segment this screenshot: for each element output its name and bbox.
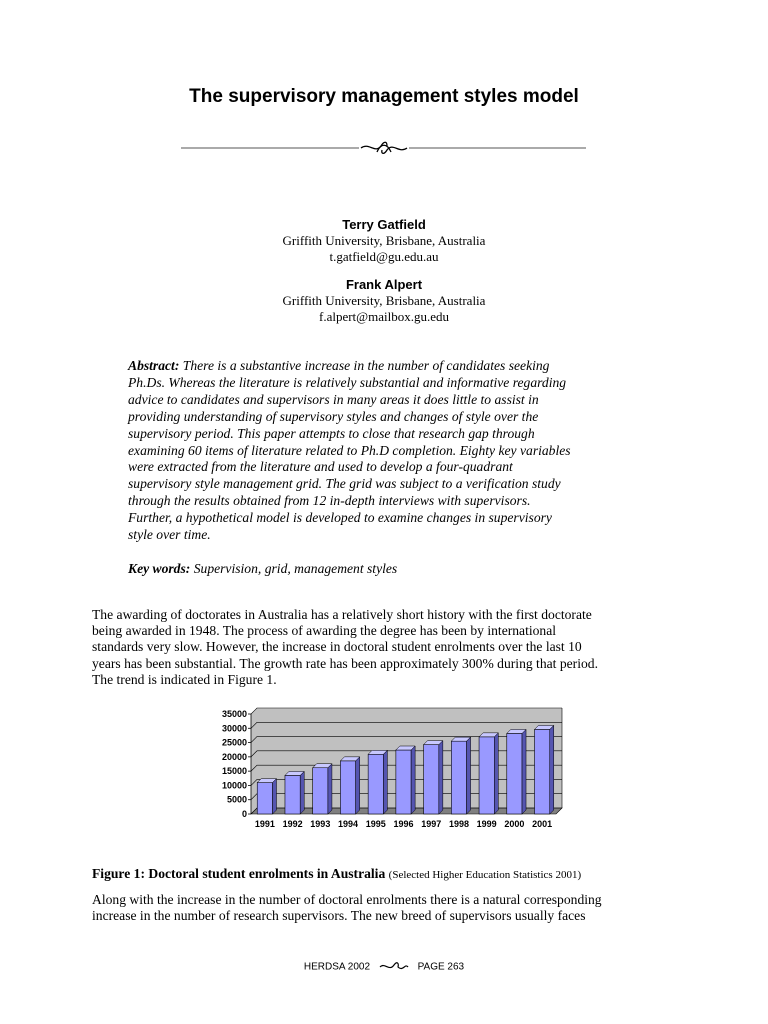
bar-side [439, 741, 443, 814]
bar [340, 761, 355, 814]
paragraph-line: standards very slow. However, the increase in doctoral student enrolments over the last 10 [92, 639, 582, 655]
keywords-label: Key words: [128, 561, 191, 576]
x-tick-label: 1998 [448, 819, 469, 829]
abstract-line: advice to candidates and supervisors in many areas it does little to assist in [128, 391, 539, 407]
bar [424, 745, 439, 814]
bar [535, 729, 550, 814]
y-tick-label: 25000 [221, 737, 247, 748]
paragraph-line: The trend is indicated in Figure 1. [92, 671, 277, 687]
abstract-line: examining 60 items of literature related to Ph.D completion. Eighty key variables [128, 442, 571, 458]
author-email: t.gatfield@gu.edu.au [329, 249, 439, 264]
bar [257, 783, 272, 814]
x-tick-label: 1999 [476, 819, 497, 829]
paragraph-line: increase in the number of research supervisors. The new breed of supervisors usually faces [92, 908, 586, 924]
paragraph-line: The awarding of doctorates in Australia has a relatively short history with the first doctorate [92, 607, 592, 622]
keywords-text: Supervision, grid, management styles [193, 561, 398, 576]
abstract-line: There is a substantive increase in the number of candidates seeking [182, 358, 550, 373]
bar-side [328, 764, 332, 814]
figure-label: Figure 1: Doctoral student enrolments in Australia [92, 866, 386, 881]
footer-conference: HERDSA 2002 [303, 961, 371, 973]
bar-side [356, 757, 360, 814]
abstract-label: Abstract: [128, 358, 180, 373]
bar [313, 768, 328, 814]
paragraph-line: being awarded in 1948. The process of awarding the degree has been by international [92, 623, 557, 639]
author-1 [0, 217, 768, 265]
figure-caption [92, 866, 581, 882]
bar-side [550, 725, 554, 814]
paragraph-line: Along with the increase in the number of doctoral enrolments there is a natural corresponding [92, 892, 602, 907]
bar-side [383, 750, 387, 814]
paragraph-intro [92, 607, 682, 688]
bar-side [272, 779, 276, 814]
author-email: f.alpert@mailbox.gu.edu [318, 309, 450, 324]
page-footer [0, 961, 768, 973]
footer-page: PAGE 263 [417, 961, 465, 973]
abstract-line: were extracted from the literature and used to develop a four-quadrant [128, 459, 513, 475]
abstract-line: providing understanding of supervisory styles and changes of style over the [128, 408, 539, 424]
bar [368, 754, 383, 814]
abstract-line: Further, a hypothetical model is developed to examine changes in supervisory [128, 510, 552, 526]
y-tick-label: 5000 [226, 794, 247, 805]
bar-side [494, 733, 498, 814]
bar-side [411, 746, 415, 814]
x-tick-label: 1994 [338, 819, 359, 829]
bar [451, 741, 466, 814]
abstract-line: supervisory period. This paper attempts to close that research gap through [128, 425, 535, 441]
x-tick-label: 2001 [532, 819, 553, 829]
figure-source: (Selected Higher Education Statistics 2001) [388, 869, 582, 881]
abstract-line: supervisory style management grid. The grid was subject to a verification study [128, 476, 561, 492]
bar [479, 737, 494, 814]
x-tick-label: 1995 [365, 819, 386, 829]
flourish-icon [361, 142, 407, 153]
abstract-line: Ph.Ds. Whereas the literature is relatively substantial and informative regarding [128, 374, 567, 390]
bar [507, 733, 522, 814]
bar [396, 750, 411, 814]
bar-side [522, 729, 526, 814]
paragraph-line: years has been substantial. The growth rate has been approximately 300% during that period. [92, 655, 598, 671]
author-name: Frank Alpert [345, 277, 423, 292]
x-tick-label: 1992 [282, 819, 303, 829]
author-2 [0, 277, 768, 325]
abstract-line: through the results obtained from 12 in-depth interviews with supervisors. [128, 493, 531, 509]
bar [285, 775, 300, 814]
x-tick-label: 1993 [310, 819, 331, 829]
bar-side [300, 771, 304, 814]
keywords [128, 561, 397, 577]
author-affiliation: Griffith University, Brisbane, Australia [282, 293, 486, 308]
y-tick-label: 15000 [221, 766, 247, 777]
y-tick-label: 10000 [221, 780, 247, 791]
y-tick-label: 0 [241, 809, 247, 819]
abstract [128, 358, 648, 544]
enrolments-chart [205, 700, 565, 835]
chart-svg [205, 700, 565, 835]
y-tick-label: 35000 [221, 709, 247, 719]
x-tick-label: 1997 [421, 819, 442, 829]
x-tick-label: 1991 [254, 819, 275, 829]
x-tick-label: 1996 [393, 819, 414, 829]
bar-side [467, 737, 471, 814]
paragraph-supervisors [92, 892, 682, 924]
author-name: Terry Gatfield [342, 217, 426, 232]
abstract-line: style over time. [128, 527, 211, 543]
y-tick-label: 20000 [221, 751, 247, 762]
ornament-divider [181, 138, 586, 158]
paper-title: The supervisory management styles model [189, 86, 579, 107]
flourish-icon [379, 961, 409, 973]
x-tick-label: 2000 [504, 819, 525, 829]
y-tick-label: 30000 [221, 723, 247, 734]
author-affiliation: Griffith University, Brisbane, Australia [282, 233, 486, 248]
